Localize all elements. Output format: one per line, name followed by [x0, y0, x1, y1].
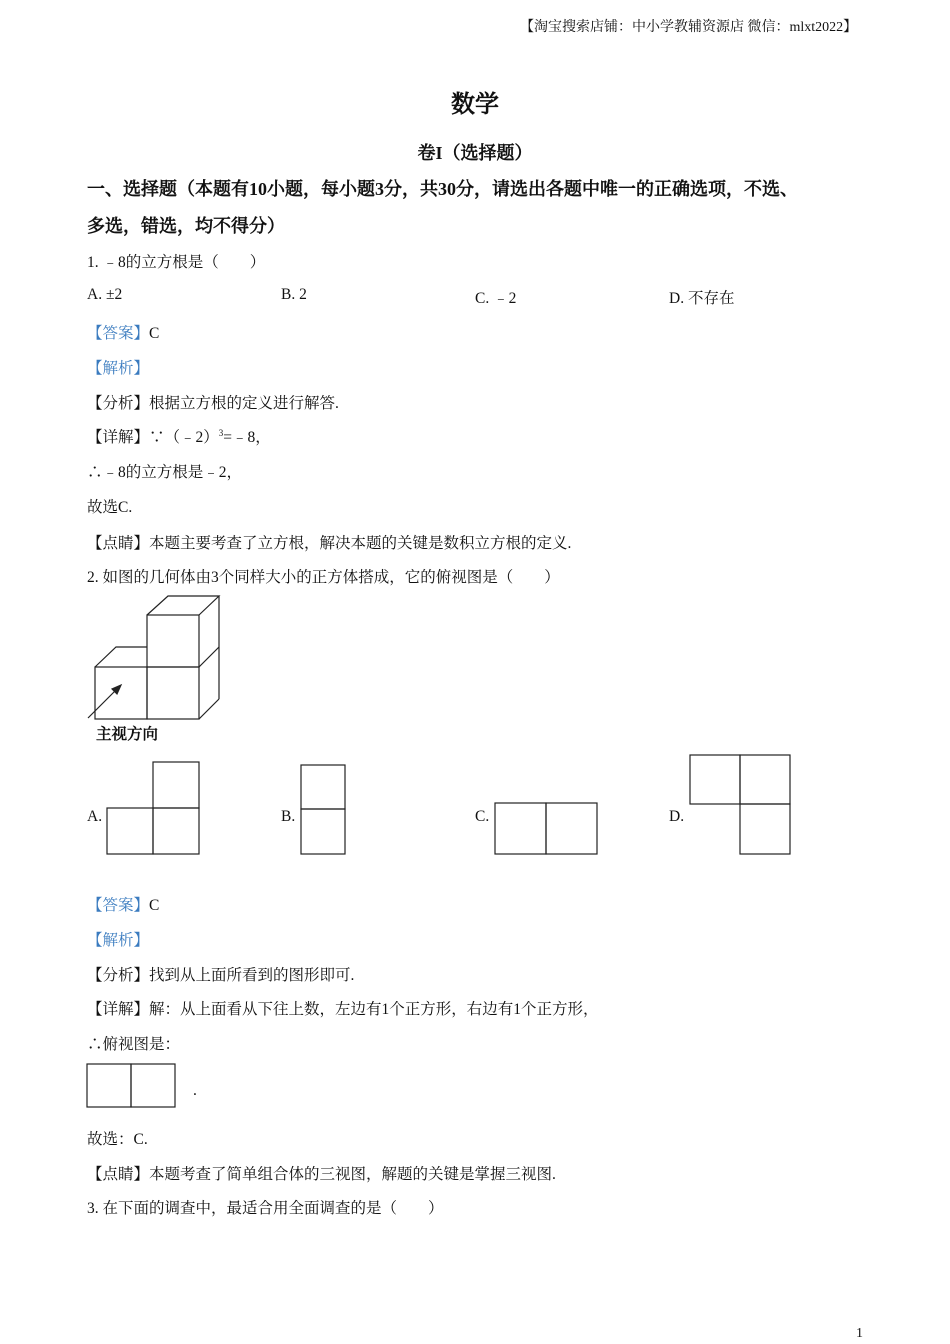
q1-fenxi: 【分析】根据立方根的定义进行解答.	[87, 395, 339, 412]
page-title: 数学	[451, 92, 499, 118]
q2-figure-label: 主视方向	[96, 726, 159, 743]
q2-detail: 【详解】解：从上面看从下往上数，左边有1个正方形，右边有1个正方形，	[87, 1001, 599, 1018]
section-heading-line1: 一、选择题（本题有10小题，每小题3分，共30分，请选出各题中唯一的正确选项，不选、	[87, 179, 798, 199]
q2-period: .	[193, 1082, 197, 1099]
q2-choose: 故选：C.	[87, 1131, 148, 1148]
answer-tag: 【答案】	[87, 897, 150, 914]
q2-stem: 2. 如图的几何体由3个同样大小的正方体搭成，它的俯视图是（ ）	[87, 569, 560, 586]
q1-comment: 【点睛】本题主要考查了立方根，解决本题的关键是数积立方根的定义.	[87, 535, 572, 552]
answer-value: C	[149, 325, 160, 342]
q1-option-b: B. 2	[281, 286, 307, 303]
q2-fenxi: 【分析】找到从上面所看到的图形即可.	[87, 967, 355, 984]
q2-analysis-tag: 【解析】	[87, 932, 150, 949]
q1-choose: 故选C.	[87, 499, 133, 516]
section-heading-line2: 多选，错选，均不得分）	[87, 216, 285, 236]
answer-value: C	[149, 897, 160, 914]
q2-comment: 【点睛】本题考查了简单组合体的三视图，解题的关键是掌握三视图.	[87, 1166, 556, 1183]
q1-option-c: C. ﹣2	[475, 290, 517, 307]
detail-prefix: 【详解】∵（﹣2）	[87, 429, 219, 446]
q1-therefore: ∴﹣8的立方根是﹣2，	[87, 464, 243, 481]
page-number: 1	[856, 1326, 863, 1341]
q1-option-d: D. 不存在	[669, 290, 735, 307]
q1-analysis-tag: 【解析】	[87, 360, 150, 377]
detail-exponent: 3	[218, 427, 224, 438]
q2-option-c-label: C.	[475, 808, 490, 825]
paper-subtitle: 卷I（选择题）	[417, 143, 533, 163]
q2-option-d-label: D.	[669, 808, 685, 825]
q2-option-b-label: B.	[281, 808, 296, 825]
q1-stem: 1. ﹣8的立方根是（ ）	[87, 254, 266, 271]
detail-suffix: =﹣8，	[223, 429, 271, 446]
answer-tag: 【答案】	[87, 325, 150, 342]
q1-option-a: A. ±2	[87, 286, 123, 303]
q2-therefore: ∴俯视图是：	[87, 1036, 181, 1053]
q2-option-a-label: A.	[87, 808, 103, 825]
q3-stem: 3. 在下面的调查中，最适合用全面调查的是（ ）	[87, 1200, 444, 1217]
header-shop-text: 【淘宝搜索店铺：中小学教辅资源店 微信：mlxt2022】	[520, 20, 858, 35]
